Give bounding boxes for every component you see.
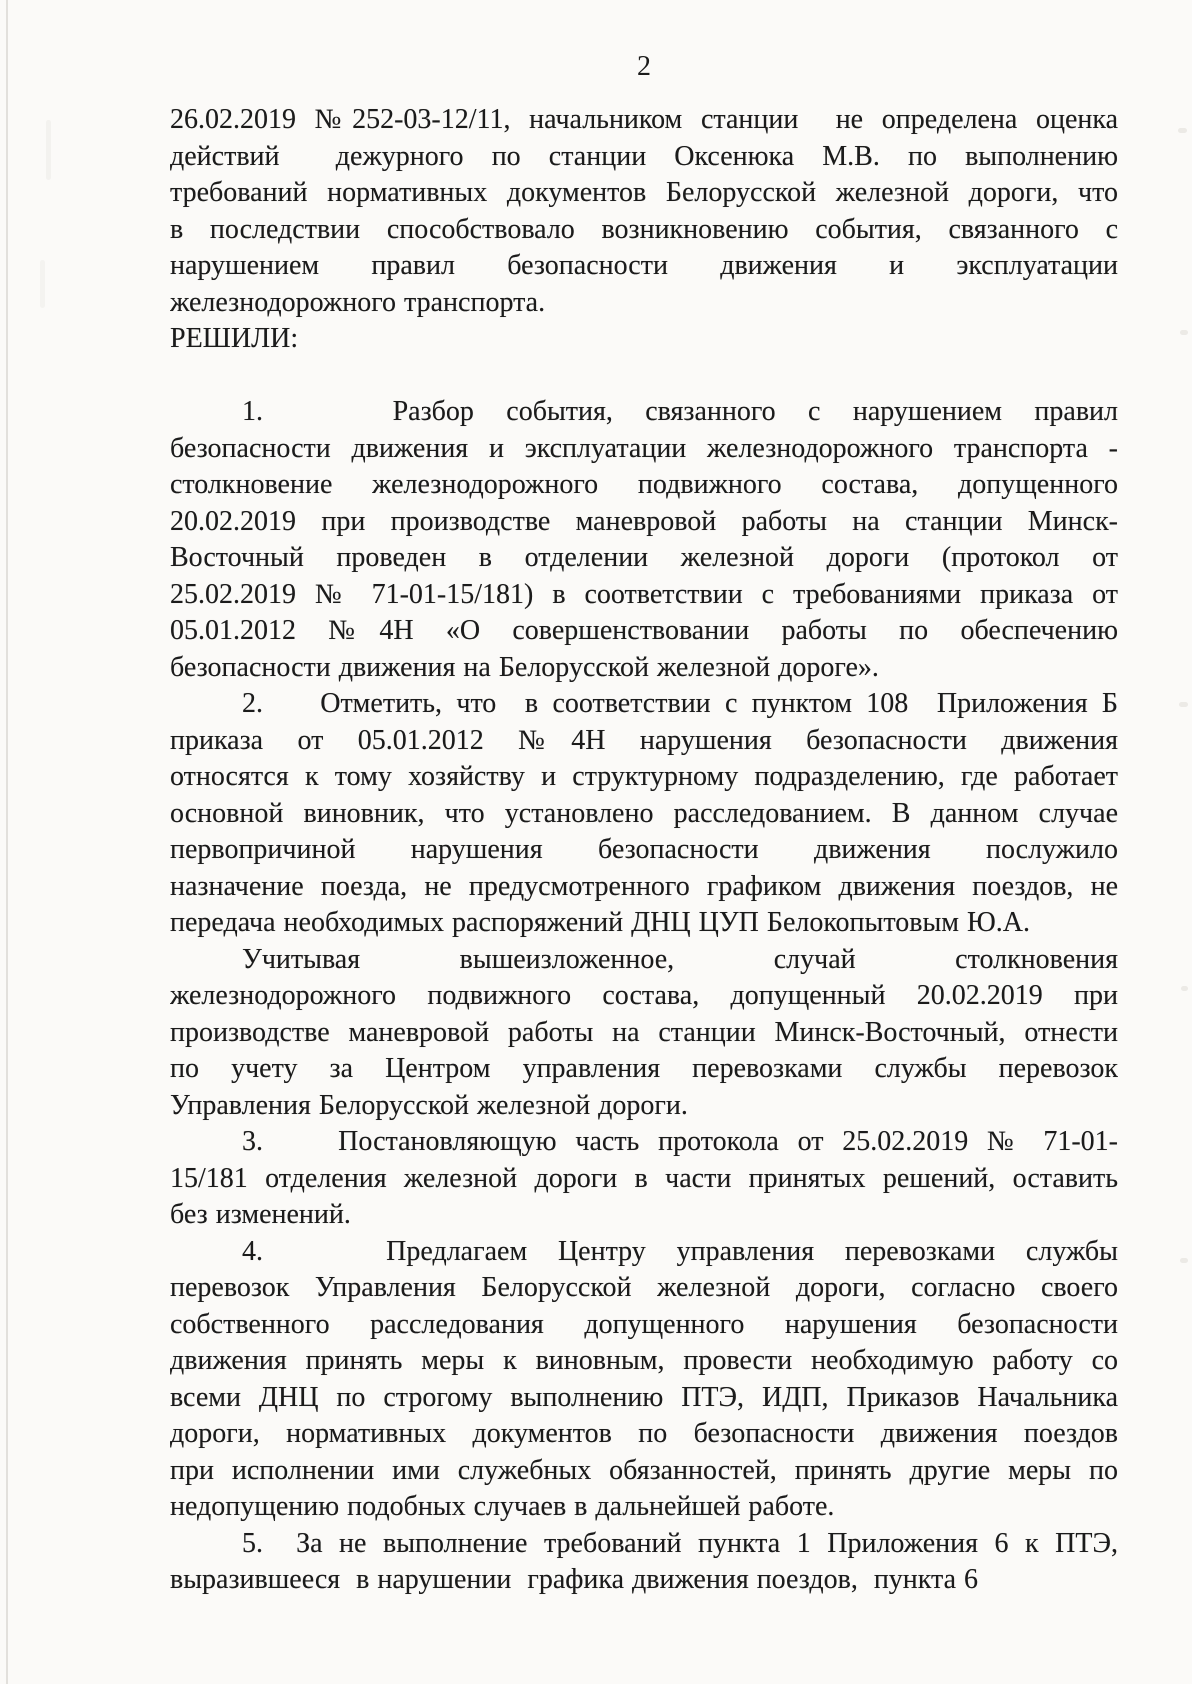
text-line: 2. Отметить, что в соответствии с пунктом 108 Приложения Б [242,688,1118,719]
text-line: 25.02.2019 № 71-01-15/181) в соответствии с требованиями приказа от [170,578,1118,610]
scan-speck-artifact [1181,986,1188,991]
text-line: требований нормативных документов Белорусской железной дороги, что [170,177,1118,208]
text-line: без изменений. [170,1199,351,1230]
text-line: приказа от 05.01.2012 №4Н нарушения безопасности движения [170,724,1118,756]
text-line: всеми ДНЦ по строгому выполнению ПТЭ, ИДП, Приказов Начальника [170,1381,1118,1413]
text-line: безопасности движения и эксплуатации железнодорожного транспорта - [170,432,1118,464]
text-line: железнодорожного транспорта. [170,286,546,318]
text-line: дороги, нормативных документов по безопасности движения поездов [170,1418,1118,1449]
text-line: 3. Постановляющую часть протокола от 25.02.2019 № 71-01- [242,1126,1118,1157]
text-line: безопасности движения на Белорусской железной дороге». [170,651,879,683]
document-text [170,102,1118,1599]
text-line: Управления Белорусской железной дороги. [170,1089,688,1121]
text-line: выразившееся в нарушении графика движения поездов, пункта 6 [170,1564,979,1595]
scan-speck-artifact [1180,330,1188,335]
scan-smudge-artifact [40,260,45,308]
text-line: 15/181 отделения железной дороги в части принятых решений, оставить [170,1162,1118,1194]
text-line: по учету за Центром управления перевозками службы перевозок [170,1053,1118,1084]
text-line: Восточный проведен в отделении железной дороги (протокол от [170,542,1118,573]
scan-speck-artifact [1180,1258,1188,1263]
text-line: действий дежурного по станции Оксенюка М.В. по выполнению [170,140,1118,172]
text-line: 5. За не выполнение требований пункта 1 Приложения 6 к ПТЭ, [242,1527,1118,1559]
text-line: производстве маневровой работы на станции Минск-Восточный, отнести [170,1016,1118,1048]
text-line: 05.01.2012 №4Н «О совершенствовании работы по обеспечению [170,615,1118,646]
text-line: недопущению подобных случаев в дальнейшей работе. [170,1491,835,1522]
text-line: 20.02.2019 при производстве маневровой работы на станции Минск- [170,505,1118,537]
page-number: 2 [637,51,651,82]
text-line: РЕШИЛИ: [170,323,299,354]
scan-speck-artifact [1178,128,1187,133]
scan-smudge-artifact [46,120,51,180]
text-line: железнодорожного подвижного состава, допущенный 20.02.2019 при [170,980,1118,1011]
text-line: относятся к тому хозяйству и структурному подразделению, где работает [170,761,1118,792]
text-line: 1. Разбор события, связанного с нарушением правил [242,396,1118,427]
text-line: 4. Предлагаем Центру управления перевозками службы [242,1235,1118,1267]
scan-speck-artifact [1179,702,1188,707]
text-line: передача необходимых распоряжений ДНЦ ЦУП Белокопытовым Ю.А. [170,907,1030,938]
text-line: нарушением правил безопасности движения и эксплуатации [170,250,1118,281]
text-line: 26.02.2019 №252-03-12/11, начальником станции не определена оценка [170,104,1118,135]
text-line: движения принять меры к виновным, провести необходимую работу со [170,1345,1118,1376]
text-line: назначение поезда, не предусмотренного графиком движения поездов, не [170,870,1118,902]
text-line: при исполнении ими служебных обязанностей, принять другие меры по [170,1454,1118,1486]
blank-line [170,358,1118,395]
text-line: столкновение железнодорожного подвижного состава, допущенного [170,469,1118,500]
text-line: основной виновник, что установлено расследованием. В данном случае [170,797,1118,829]
text-line: Учитывая вышеизложенное, случай столкновения [242,943,1118,975]
text-line: перевозок Управления Белорусской железной дороги, согласно своего [170,1272,1118,1303]
scan-edge-artifact [6,0,8,1684]
text-line: собственного расследования допущенного нарушения безопасности [170,1308,1118,1340]
text-line: в последствии способствовало возникновению события, связанного с [170,213,1118,245]
text-line: первопричиной нарушения безопасности движения послужило [170,834,1118,865]
